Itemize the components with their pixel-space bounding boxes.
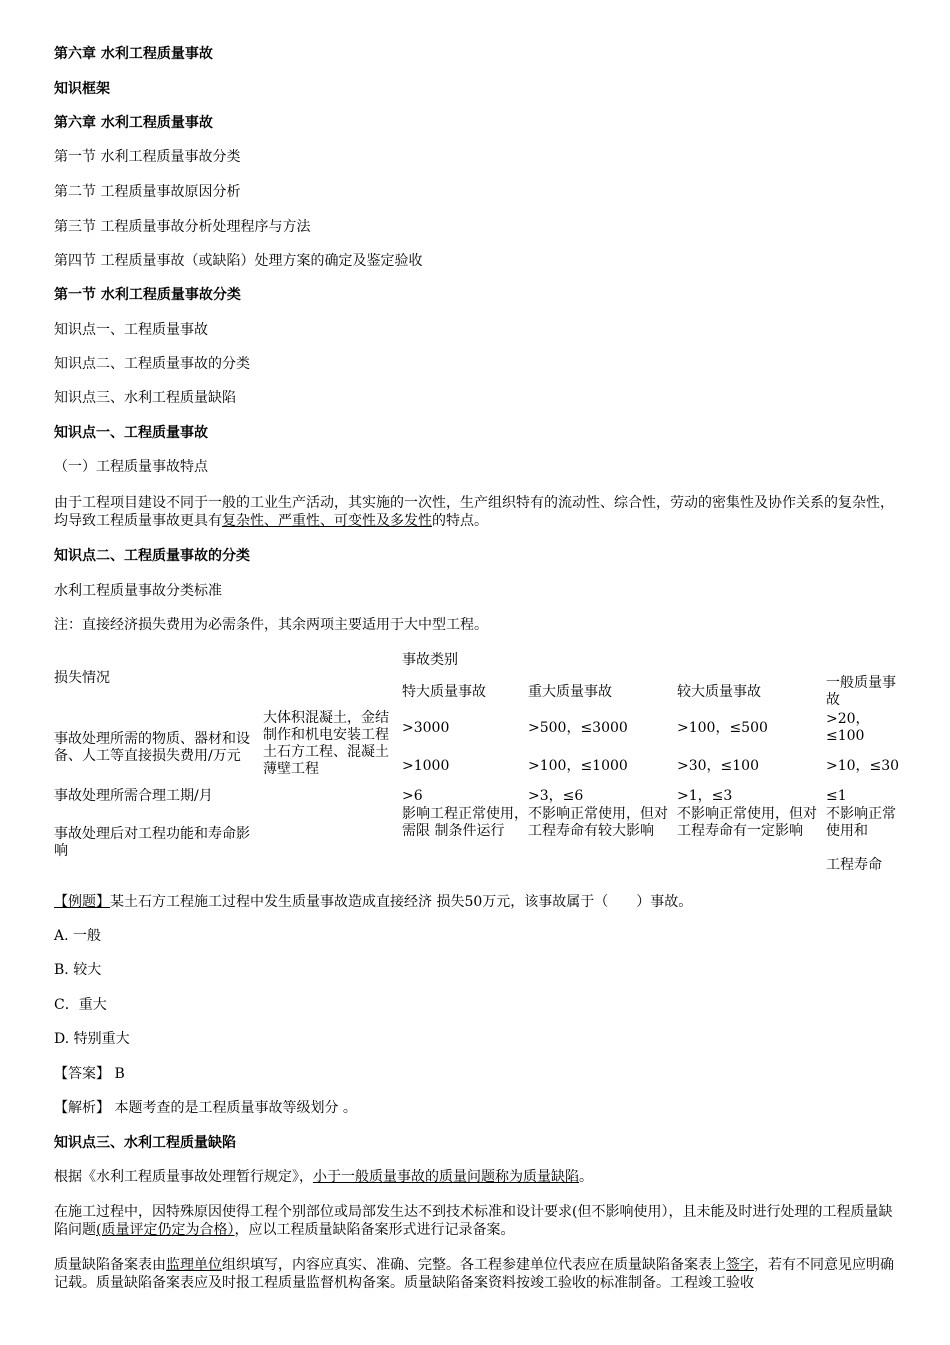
kp3-p3-underlined-2: 签字 <box>726 1257 754 1273</box>
row3-cell: 不影响正常使用，但对工程寿命有较大影响 <box>528 806 668 839</box>
header-category: 事故类别 <box>402 651 458 668</box>
toc-item: 第一节 水利工程质量事故分类 <box>54 149 241 165</box>
row2-label: 事故处理所需合理工期/月 <box>54 787 213 804</box>
row3-cell: 不影响正常使用，但对工程寿命有一定影响 <box>677 806 817 839</box>
example-tag: 【例题】 <box>54 894 110 910</box>
row3-cell: 影响工程正常使用，需限 制条件运行 <box>402 806 528 839</box>
answer-line: 【答案】 B <box>54 1066 125 1082</box>
row2-cell: ≤1 <box>826 787 847 804</box>
row3-last-extra: 工程寿命 <box>826 857 882 873</box>
kp3-paragraph-3 <box>54 1256 896 1292</box>
row1b-cell: >100，≤1000 <box>528 757 628 774</box>
chapter-heading: 第六章 水利工程质量事故 <box>54 46 213 62</box>
kp1-heading: 知识点一、工程质量事故 <box>54 425 208 441</box>
toc-item: 第三节 工程质量事故分析处理程序与方法 <box>54 219 311 235</box>
example-question <box>54 893 692 911</box>
row2-cell: >3，≤6 <box>528 787 584 804</box>
kp2-heading: 知识点二、工程质量事故的分类 <box>54 548 250 564</box>
row1a-cell: >100，≤500 <box>677 719 768 736</box>
accident-grade-table <box>54 646 900 880</box>
toc-item: 第四节 工程质量事故（或缺陷）处理方案的确定及鉴定验收 <box>54 253 423 269</box>
row2-cell: >6 <box>402 787 423 804</box>
kp3-paragraph-2 <box>54 1203 896 1239</box>
kp3-p3-underlined-1: 监理单位 <box>166 1257 222 1273</box>
option-b: B. 较大 <box>54 962 102 978</box>
option-c: C．重大 <box>54 997 107 1013</box>
toc-item: 第二节 工程质量事故原因分析 <box>54 184 241 200</box>
row1-sub-b: 土石方工程、混凝土薄壁工程 <box>263 744 389 777</box>
kp3-p3-text-c: ，若有不同意见应明确记载。质量缺陷备案表应及时报工程质量监督机构备案。质量缺陷备案资料按竣工验收的标准制备。工程竣工验收 <box>54 1257 894 1291</box>
kp3-paragraph-1 <box>54 1168 593 1186</box>
header-loss: 损失情况 <box>54 669 110 686</box>
kp1-underlined: 复杂性、严重性、可变性及多发性 <box>222 513 432 529</box>
option-a: A. 一般 <box>54 928 102 944</box>
kp3-p1-text-b: 。 <box>579 1169 593 1185</box>
point-item: 知识点三、水利工程质量缺陷 <box>54 390 236 406</box>
toc-title: 第六章 水利工程质量事故 <box>54 115 213 131</box>
analysis-line: 【解析】 本题考查的是工程质量事故等级划分 。 <box>54 1100 357 1116</box>
row1b-cell: >30，≤100 <box>677 757 759 774</box>
row2-cell: >1，≤3 <box>677 787 733 804</box>
header-col: 特大质量事故 <box>402 683 486 700</box>
row1-sub-a: 大体积混凝土，金结制作和机电安装工程 <box>263 710 389 743</box>
kp3-p1-underlined: 小于一般质量事故的质量问题称为质量缺陷 <box>313 1169 579 1185</box>
kp2-subheading: 水利工程质量事故分类标准 <box>54 583 222 599</box>
row1-label: 事故处理所需的物质、器材和设备、人工等直接损失费用/万元 <box>54 731 250 764</box>
kp3-heading: 知识点三、水利工程质量缺陷 <box>54 1135 236 1151</box>
row1b-cell: >1000 <box>402 757 450 774</box>
row3-label: 事故处理后对工程功能和寿命影响 <box>54 826 250 859</box>
row1a-cell: >20，≤100 <box>826 711 870 744</box>
kp1-text-a: 由于工程项目建设不同于一般的工业生产活动，其实施的一次性，生产组织特有的流动性、综合性，劳动的密集性及协作关系的复杂性，均导致工程质量事故更具有 <box>54 495 894 529</box>
header-col: 较大质量事故 <box>677 683 761 700</box>
kp2-note: 注：直接经济损失费用为必需条件，其余两项主要适用于大中型工程。 <box>54 617 488 633</box>
kp3-p1-text-a: 根据《水利工程质量事故处理暂行规定》， <box>54 1169 313 1185</box>
header-col: 一般质量事故 <box>826 675 896 708</box>
row1a-cell: >3000 <box>402 719 450 736</box>
row1b-cell: >10，≤30 <box>826 757 900 774</box>
kp3-p2-text-a: 在施工过程中，因特殊原因使得工程个别部位或局部发生达不到技术标准和设计要求(但不影响使用），且未能及时进行处理的工程质量缺陷问题 <box>54 1204 893 1238</box>
section1-heading: 第一节 水利工程质量事故分类 <box>54 287 241 303</box>
kp3-p2-text-b: ，应以工程质量缺陷备案形式进行记录备案。 <box>234 1222 515 1238</box>
point-item: 知识点一、工程质量事故 <box>54 322 208 338</box>
row1a-cell: >500，≤3000 <box>528 719 628 736</box>
kp3-p2-underlined: (质量评定仍定为合格） <box>96 1222 235 1238</box>
row3-last-cell <box>826 806 900 880</box>
example-text: 某土石方工程施工过程中发生质量事故造成直接经济 损失50万元，该事故属于（ ）事故。 <box>110 894 693 910</box>
kp3-p3-text-a: 质量缺陷备案表由 <box>54 1257 166 1273</box>
row3-last-line: 不影响正常使用和 <box>826 806 896 839</box>
kp1-subheading: （一）工程质量事故特点 <box>54 459 208 475</box>
kp1-text-b: 的特点。 <box>432 513 488 529</box>
header-col: 重大质量事故 <box>528 683 612 700</box>
point-item: 知识点二、工程质量事故的分类 <box>54 356 250 372</box>
option-d: D. 特别重大 <box>54 1031 130 1047</box>
row1-sublabel <box>263 710 402 786</box>
knowledge-frame-heading: 知识框架 <box>54 81 110 97</box>
kp1-paragraph <box>54 494 896 530</box>
kp3-p3-text-b: 组织填写，内容应真实、准确、完整。各工程参建单位代表应在质量缺陷备案表上 <box>222 1257 726 1273</box>
